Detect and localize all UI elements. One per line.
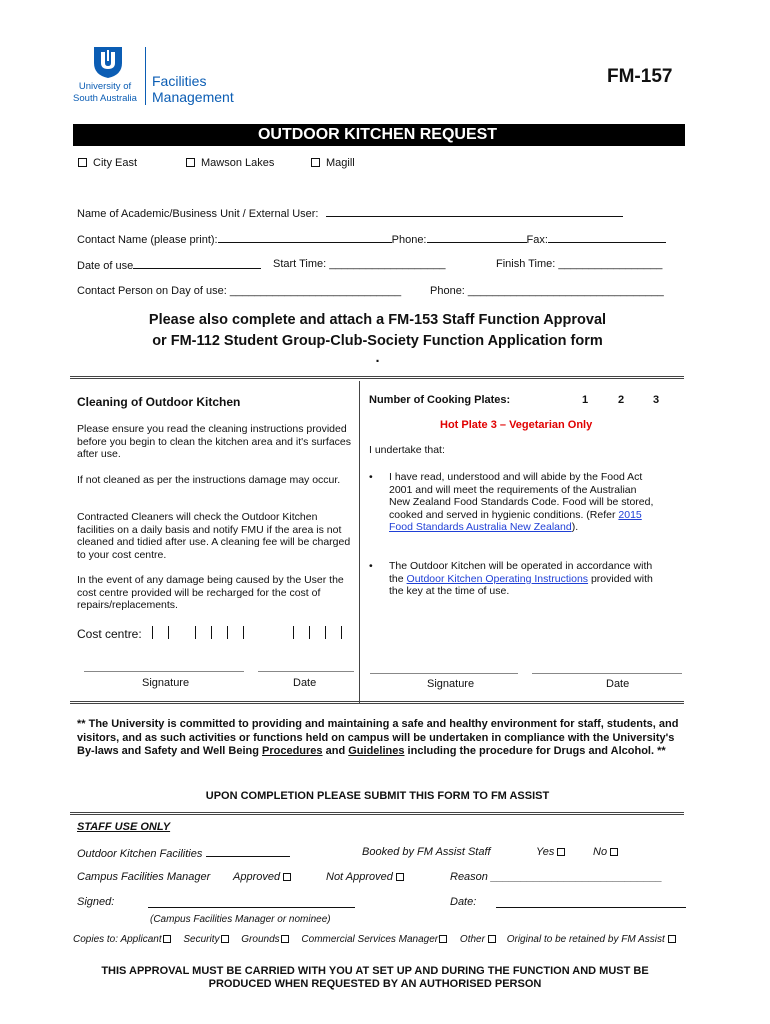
copy-grounds[interactable]: Grounds bbox=[241, 934, 288, 945]
title-bar-marker bbox=[70, 124, 73, 146]
safety-statement: ** The University is committed to providing and maintaining a safe and healthy environment for staff, students, and visitors, and as such activities or functions held on campus will be undertaken in compliance with the University's By-laws and Safety and Well Being Procedures and Guidelines including the procedure for Drugs and Alcohol. ** bbox=[77, 718, 679, 757]
undertaking-2-text: The Outdoor Kitchen will be operated in accordance with the bbox=[389, 560, 653, 585]
reason-field[interactable]: Reason ____________________________ bbox=[450, 871, 663, 883]
cleaning-p2: If not cleaned as per the instructions damage may occur. bbox=[77, 474, 341, 486]
nominee-note: (Campus Facilities Manager or nominee) bbox=[150, 914, 331, 925]
staff-use-heading: STAFF USE ONLY bbox=[77, 821, 171, 833]
date-of-use-field[interactable] bbox=[133, 258, 261, 269]
logo-university-line1: University of bbox=[78, 81, 132, 92]
undertaking-1-text: I have read, understood and will abide by the Food Act 2001 and will meet the requirements of the Australian New Zealand Food Standards Code. Food will be stored, cooked and served in hygienic conditions. (Refer bbox=[389, 471, 654, 521]
divider bbox=[70, 376, 684, 379]
booked-no[interactable]: No bbox=[593, 846, 618, 858]
approval-footer-line1: THIS APPROVAL MUST BE CARRIED WITH YOU AT SET UP AND DURING THE FUNCTION AND MUST BE bbox=[101, 965, 649, 977]
copies-row: Copies to: Applicant Security Grounds Commercial Services Manager Other Original to be retained by FM Assist bbox=[73, 934, 676, 945]
copy-original[interactable]: Original to be retained by FM Assist bbox=[507, 934, 676, 945]
divider bbox=[70, 701, 684, 704]
approved-option[interactable]: Approved bbox=[233, 871, 291, 883]
contact-day-of-use[interactable]: Contact Person on Day of use: ____________________________ bbox=[77, 285, 402, 297]
unisa-crest-icon bbox=[92, 45, 124, 79]
copy-applicant[interactable]: Applicant bbox=[120, 934, 170, 945]
contact-name-field[interactable] bbox=[218, 232, 392, 243]
checkbox-icon[interactable] bbox=[221, 935, 229, 943]
checkbox-icon[interactable] bbox=[311, 158, 320, 167]
bullet-dot-1: • bbox=[369, 471, 373, 483]
signed-field[interactable] bbox=[148, 907, 355, 908]
business-unit-row bbox=[77, 206, 623, 220]
page-title: OUTDOOR KITCHEN REQUEST bbox=[257, 126, 498, 143]
phone-field[interactable] bbox=[427, 232, 527, 243]
unisa-logo bbox=[72, 45, 242, 107]
left-date-line[interactable] bbox=[258, 671, 354, 672]
attach-notice bbox=[70, 310, 685, 364]
logo-management: Management bbox=[152, 89, 234, 105]
start-time[interactable]: Start Time: ___________________ bbox=[273, 258, 446, 270]
undertaking-2-end: provided with the key at the time of use. bbox=[389, 572, 653, 597]
undertaking-2 bbox=[389, 560, 659, 598]
approval-footer bbox=[60, 965, 690, 991]
undertake-label: I undertake that: bbox=[369, 444, 445, 456]
checkbox-icon[interactable] bbox=[439, 935, 447, 943]
campus-mawson-lakes[interactable]: Mawson Lakes bbox=[186, 157, 274, 169]
copy-commercial[interactable]: Commercial Services Manager bbox=[301, 934, 447, 945]
signed-label: Signed: bbox=[77, 896, 115, 908]
logo-university-line2: South Australia bbox=[73, 93, 137, 104]
checkbox-icon[interactable] bbox=[163, 935, 171, 943]
fax-label: Fax: bbox=[526, 234, 548, 246]
business-unit-label: Name of Academic/Business Unit / External User: bbox=[77, 208, 319, 220]
plate-option-2[interactable]: 2 bbox=[618, 394, 625, 406]
food-standards-link[interactable]: 2015 Food Standards Australia New Zealand bbox=[389, 508, 642, 533]
cost-centre-row bbox=[77, 627, 142, 641]
attach-notice-line2: or FM-112 Student Group-Club-Society Function Application form bbox=[152, 333, 603, 349]
form-code: FM-157 bbox=[607, 66, 673, 87]
cleaning-p1: Please ensure you read the cleaning instructions provided before you begin to clean the kitchen area and it's surfaces after use. bbox=[77, 423, 352, 460]
contact-day-phone[interactable]: Phone: ________________________________ bbox=[430, 285, 664, 297]
outdoor-kitchen-facilities: Outdoor Kitchen Facilities bbox=[77, 846, 290, 860]
undertaking-1: I have read, understood and will abide by the Food Act 2001 and will meet the requirements of the Australian New Zealand Food Standards Code. Food will be stored, cooked and served in hygienic conditions. (Refer 2015 Food Standards Australia New Zealand). bbox=[389, 471, 654, 533]
checkbox-icon[interactable] bbox=[668, 935, 676, 943]
cost-centre-label: Cost centre: bbox=[77, 627, 142, 641]
checkbox-icon[interactable] bbox=[396, 873, 404, 881]
booked-by-label: Booked by FM Assist Staff bbox=[362, 846, 491, 858]
logo-facilities: Facilities bbox=[152, 73, 207, 89]
checkbox-icon[interactable] bbox=[186, 158, 195, 167]
fax-field[interactable] bbox=[548, 232, 666, 243]
date-of-use-row bbox=[77, 258, 261, 272]
attach-notice-line3: . bbox=[375, 350, 380, 366]
copy-other[interactable]: Other bbox=[460, 934, 496, 945]
column-divider bbox=[359, 381, 360, 703]
facilities-field[interactable] bbox=[206, 846, 290, 857]
title-bar bbox=[70, 124, 685, 146]
operating-instructions-link[interactable]: Outdoor Kitchen Operating Instructions bbox=[406, 572, 589, 585]
cleaning-p3: Contracted Cleaners will check the Outdoor Kitchen facilities on a daily basis and notify FMU if the area is not cleaned and tidied after use. A cleaning fee will be charged to your cost centre. bbox=[77, 511, 351, 561]
guidelines-link[interactable]: Guidelines bbox=[348, 745, 405, 757]
hot-plate-note: Hot Plate 3 – Vegetarian Only bbox=[440, 419, 593, 431]
campus-magill[interactable]: Magill bbox=[311, 157, 355, 169]
left-signature-line[interactable] bbox=[84, 671, 244, 672]
cleaning-heading: Cleaning of Outdoor Kitchen bbox=[77, 395, 241, 409]
checkbox-icon[interactable] bbox=[488, 935, 496, 943]
staff-date-field[interactable] bbox=[496, 907, 686, 908]
left-date-label: Date bbox=[293, 677, 317, 689]
submit-instruction: UPON COMPLETION PLEASE SUBMIT THIS FORM TO FM ASSIST bbox=[205, 790, 550, 802]
finish-time[interactable]: Finish Time: _________________ bbox=[496, 258, 663, 270]
checkbox-icon[interactable] bbox=[610, 848, 618, 856]
checkbox-icon[interactable] bbox=[78, 158, 87, 167]
contact-name-label: Contact Name (please print): bbox=[77, 234, 218, 246]
right-signature-label: Signature bbox=[427, 678, 475, 690]
phone-label: Phone: bbox=[391, 234, 427, 246]
checkbox-icon[interactable] bbox=[283, 873, 291, 881]
plate-option-1[interactable]: 1 bbox=[582, 394, 589, 406]
right-date-label: Date bbox=[606, 678, 630, 690]
not-approved-option[interactable]: Not Approved bbox=[326, 871, 404, 883]
cleaning-p4: In the event of any damage being caused by the User the cost centre provided will be recharged for the cost of repairs/replacements. bbox=[77, 574, 344, 611]
approval-footer-line2: PRODUCED WHEN REQUESTED BY AN AUTHORISED PERSON bbox=[208, 978, 542, 990]
copy-security[interactable]: Security bbox=[183, 934, 228, 945]
cost-centre-boxes[interactable] bbox=[152, 626, 347, 640]
cooking-plates-heading: Number of Cooking Plates: bbox=[369, 394, 511, 406]
right-date-line[interactable] bbox=[532, 673, 682, 674]
left-signature-label: Signature bbox=[142, 677, 190, 689]
campus-city-east[interactable]: City East bbox=[78, 157, 137, 169]
booked-yes[interactable]: Yes bbox=[536, 846, 565, 858]
staff-date-label: Date: bbox=[450, 896, 477, 908]
plate-option-3[interactable]: 3 bbox=[653, 394, 660, 406]
right-signature-line[interactable] bbox=[370, 673, 518, 674]
checkbox-icon[interactable] bbox=[557, 848, 565, 856]
divider bbox=[70, 812, 684, 815]
contact-name-row bbox=[77, 232, 666, 246]
procedures-link[interactable]: Procedures bbox=[262, 745, 323, 757]
business-unit-field[interactable] bbox=[326, 206, 623, 217]
bullet-dot-2: • bbox=[369, 560, 373, 572]
attach-notice-line1: Please also complete and attach a FM-153 Staff Function Approval bbox=[148, 312, 607, 328]
checkbox-icon[interactable] bbox=[281, 935, 289, 943]
logo-divider bbox=[145, 47, 146, 105]
date-of-use-label: Date of use bbox=[77, 260, 134, 272]
campus-manager-label: Campus Facilities Manager bbox=[77, 871, 211, 883]
